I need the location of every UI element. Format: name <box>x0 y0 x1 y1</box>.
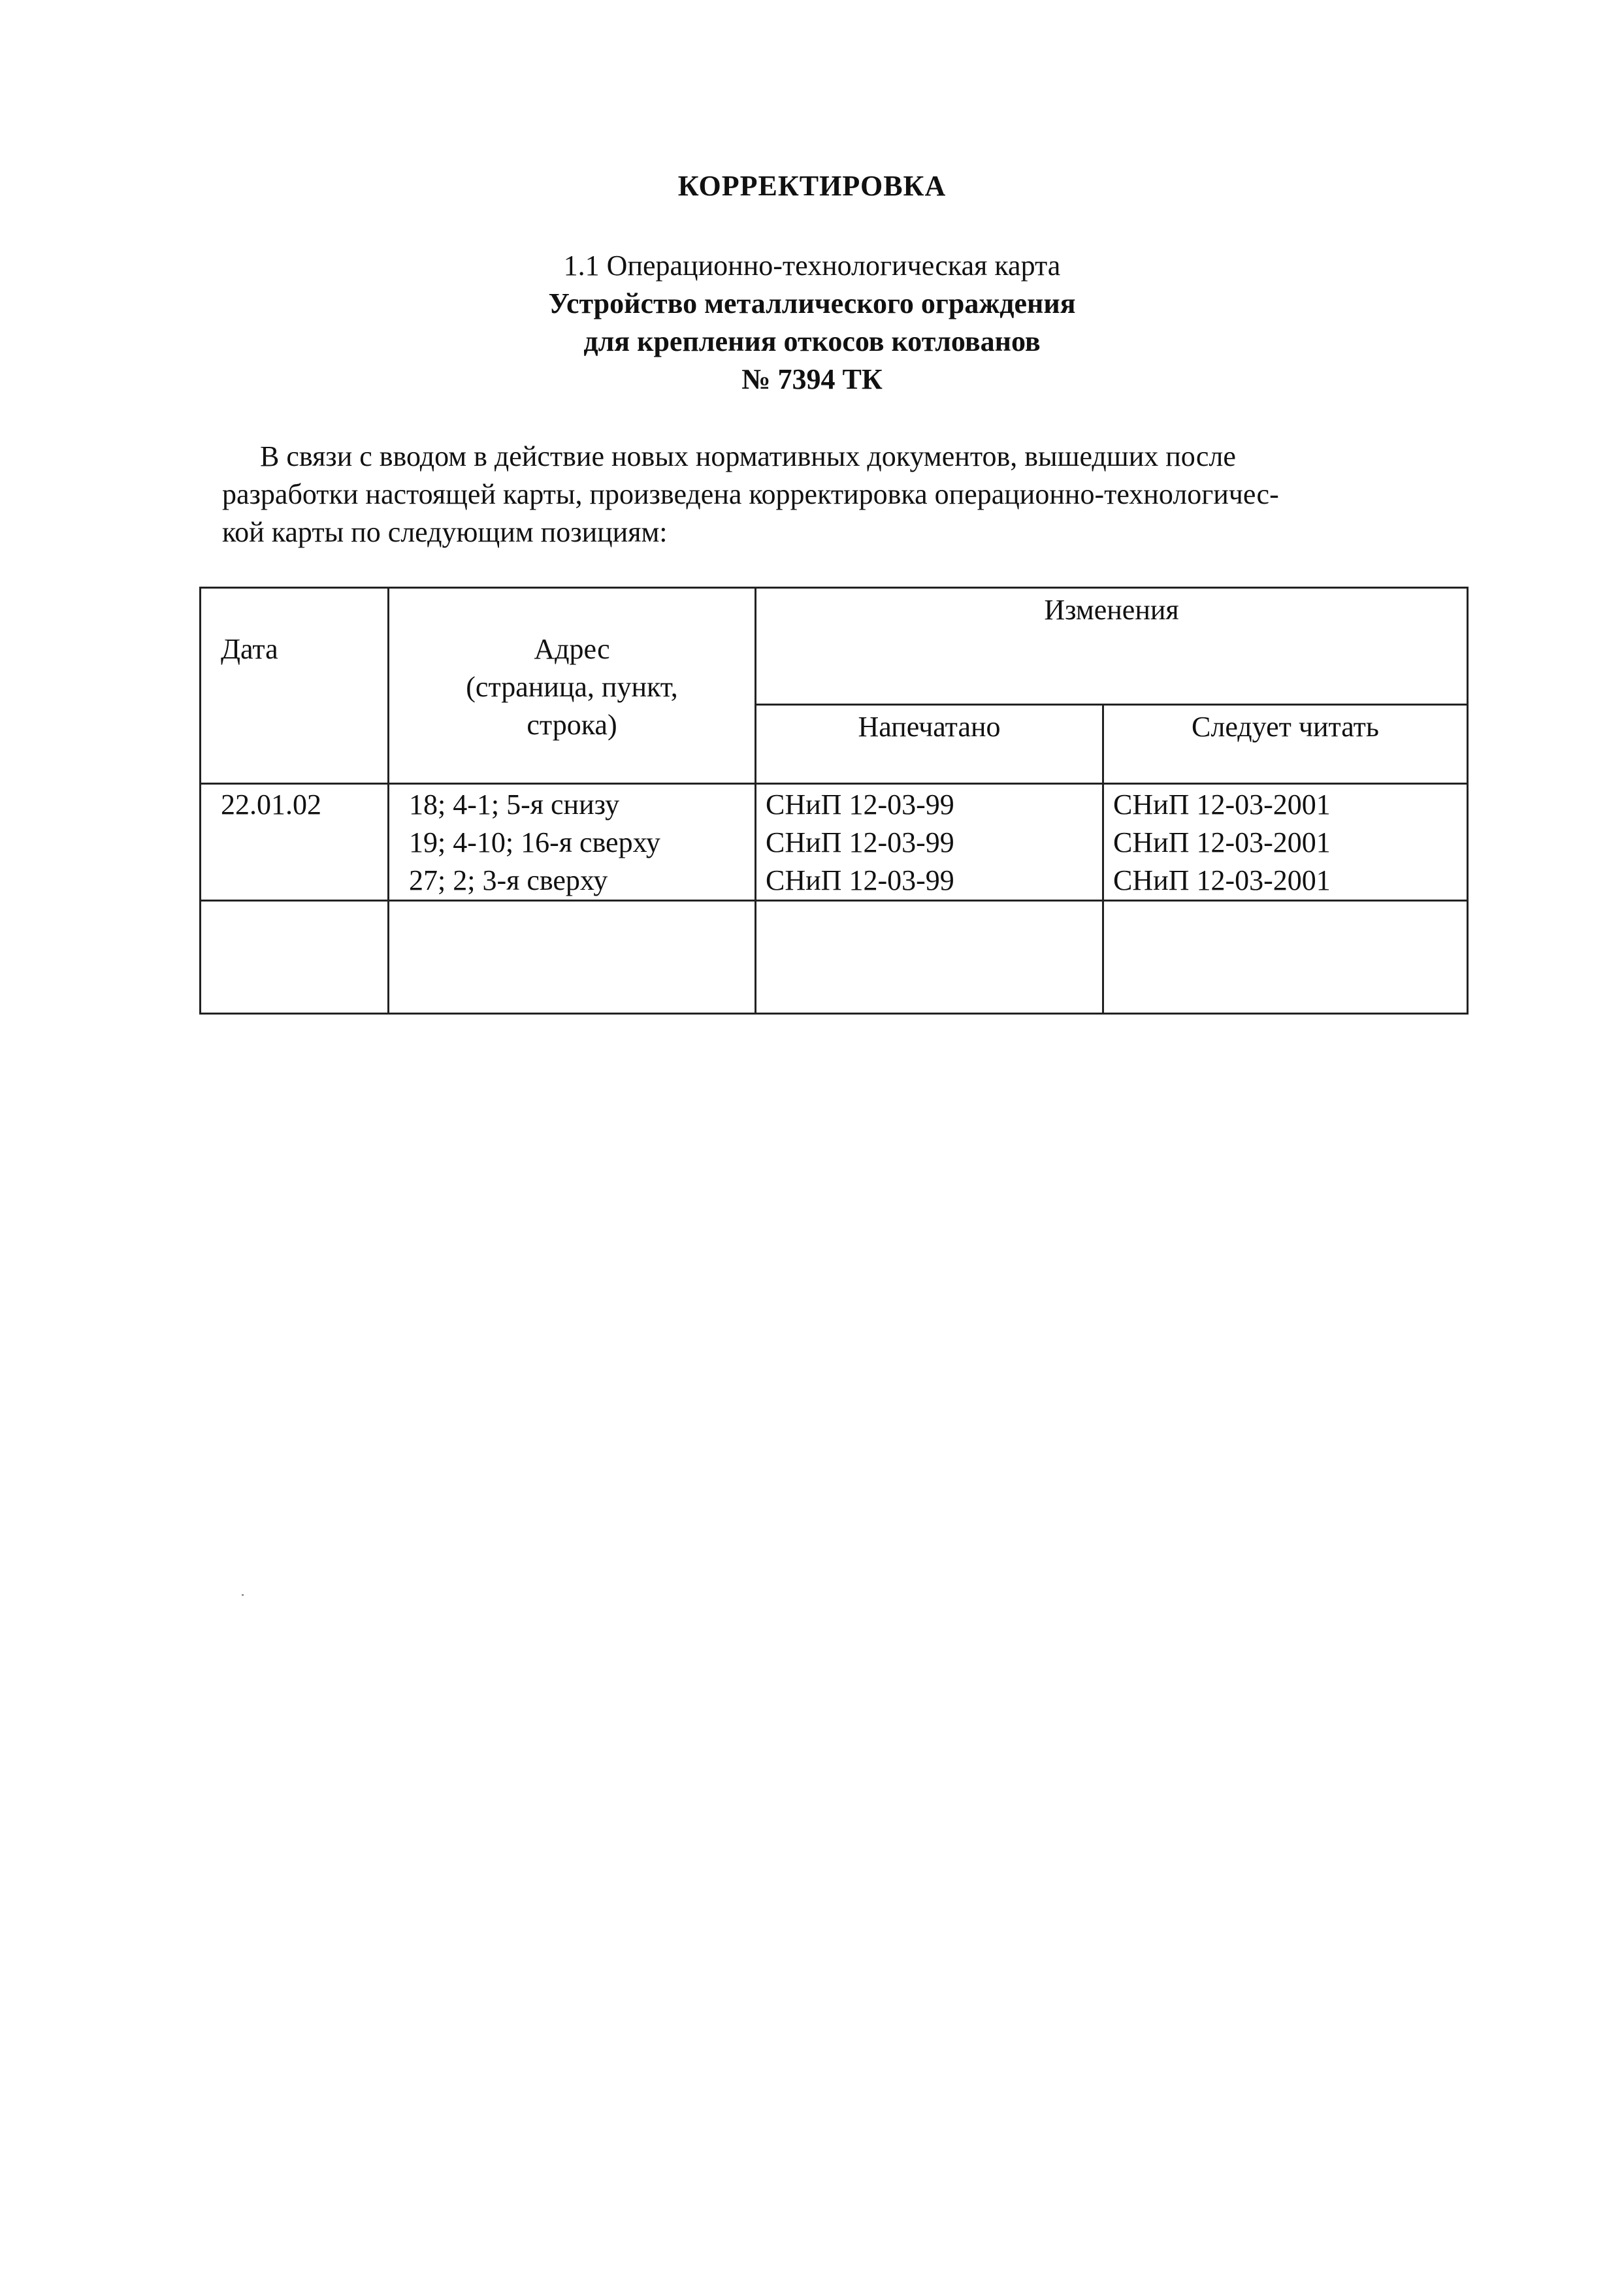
header-address-line: Адрес <box>534 633 610 665</box>
header-address-line: (страница, пункт, <box>466 671 678 703</box>
cell-date: 22.01.02 <box>201 784 389 901</box>
header-changes: Изменения <box>756 588 1468 705</box>
subtitle-card-number: № 7394 ТК <box>741 363 883 395</box>
scan-speck <box>242 1594 244 1596</box>
should-read-line: СНиП 12-03-2001 <box>1113 826 1331 858</box>
table-row-empty <box>201 901 1468 1014</box>
header-should-read: Следует читать <box>1103 705 1468 784</box>
intro-line: кой карты по следующим позициям: <box>222 516 668 548</box>
cell-address <box>389 784 756 901</box>
cell-empty <box>756 901 1103 1014</box>
corrections-table <box>199 587 1469 1015</box>
address-line: 18; 4-1; 5-я снизу <box>409 789 620 821</box>
subtitle-topic-line-2: для крепления откосов котлованов <box>583 325 1041 357</box>
should-read-line: СНиП 12-03-2001 <box>1113 864 1331 896</box>
header-address-line: строка) <box>527 709 617 741</box>
printed-line: СНиП 12-03-99 <box>766 826 954 858</box>
printed-line: СНиП 12-03-99 <box>766 789 954 821</box>
subtitle-card-name: 1.1 Операционно-технологическая карта <box>563 250 1061 282</box>
intro-paragraph <box>222 438 1437 551</box>
cell-empty <box>389 901 756 1014</box>
page-title: КОРРЕКТИРОВКА <box>677 170 947 202</box>
cell-empty <box>1103 901 1468 1014</box>
header-printed: Напечатано <box>756 705 1103 784</box>
address-line: 27; 2; 3-я сверху <box>409 864 608 896</box>
cell-printed <box>756 784 1103 901</box>
document-subtitle <box>0 247 1624 398</box>
should-read-line: СНиП 12-03-2001 <box>1113 789 1331 821</box>
header-address <box>389 588 756 784</box>
cell-empty <box>201 901 389 1014</box>
table-header-row <box>201 588 1468 705</box>
header-date: Дата <box>201 588 389 784</box>
intro-line: В связи с вводом в действие новых нормативных документов, вышедших после <box>260 440 1236 472</box>
intro-line: разработки настоящей карты, произведена корректировка операционно-технологичес- <box>222 478 1279 510</box>
subtitle-topic-line-1: Устройство металлического ограждения <box>548 287 1076 319</box>
address-line: 19; 4-10; 16-я сверху <box>409 826 660 858</box>
table-row <box>201 784 1468 901</box>
cell-should-read <box>1103 784 1468 901</box>
printed-line: СНиП 12-03-99 <box>766 864 954 896</box>
